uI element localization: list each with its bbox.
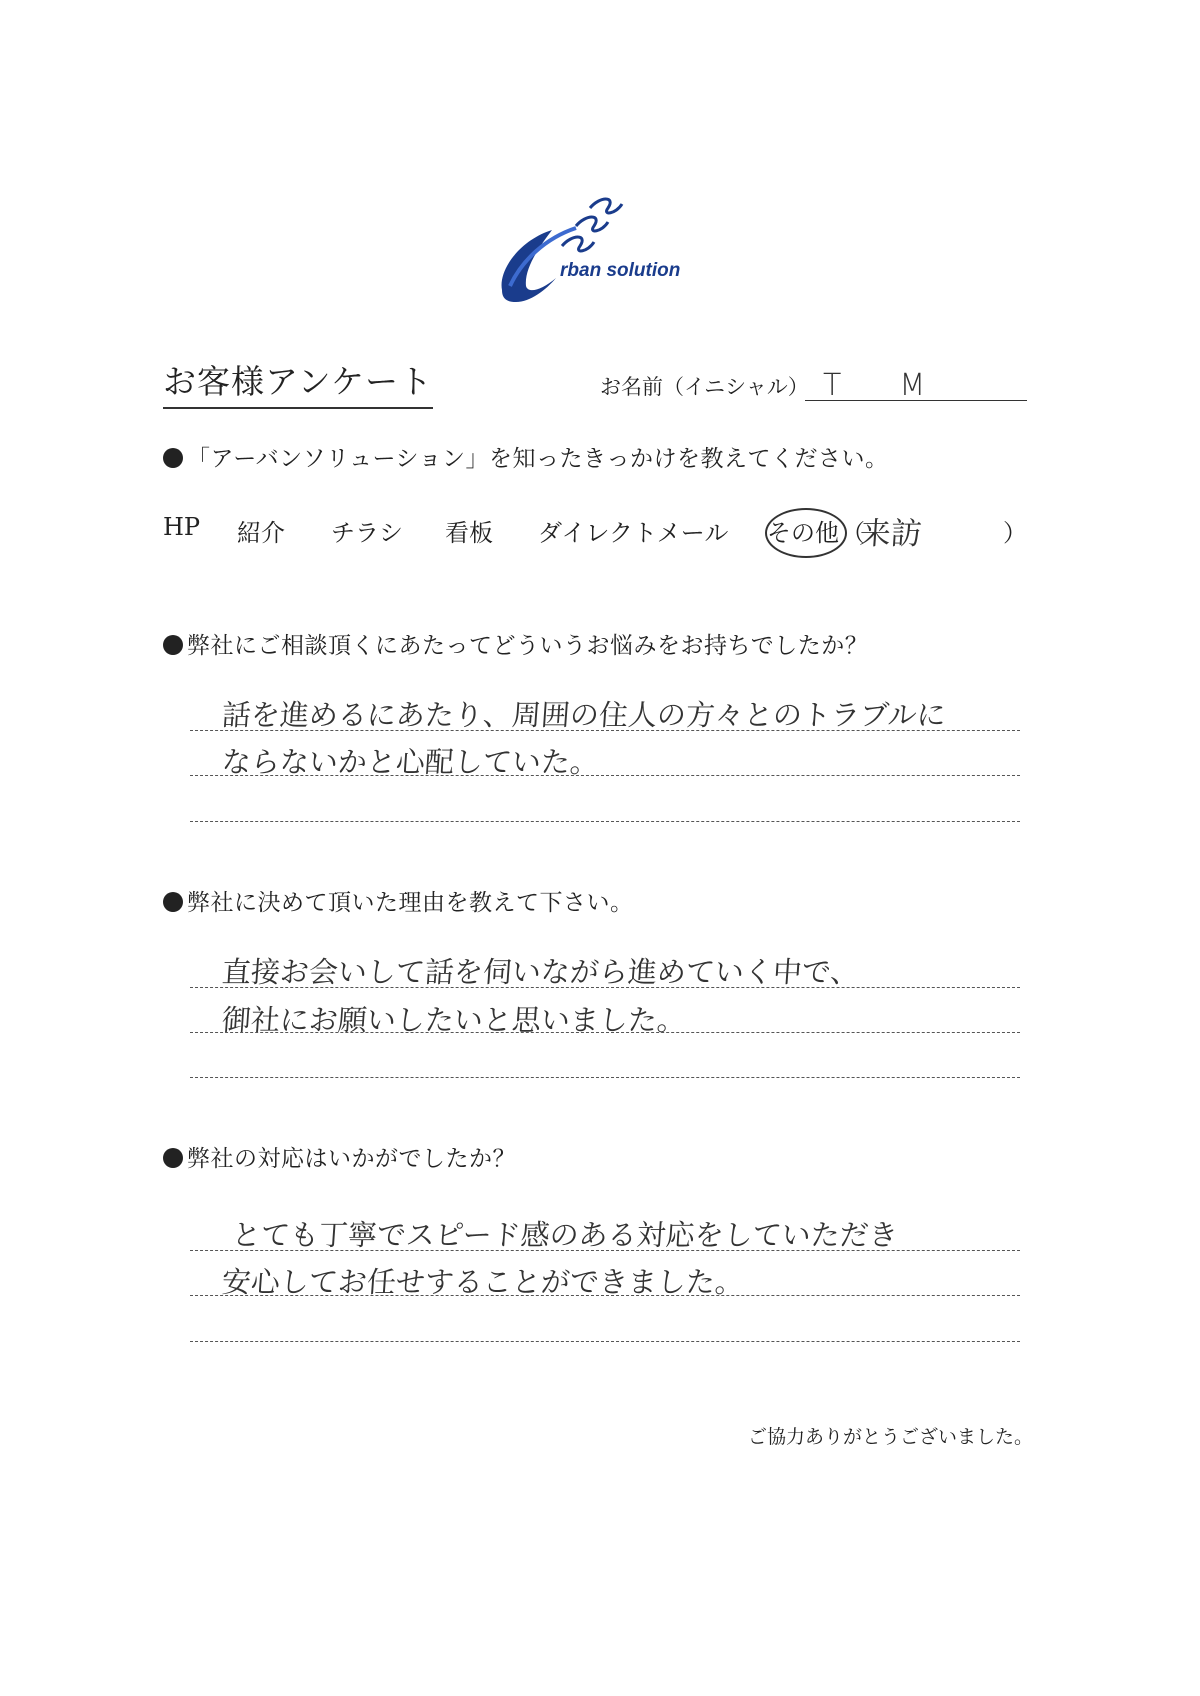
answer-rule [190, 821, 1020, 822]
option-direct-mail: ダイレクトメール [538, 519, 729, 547]
answer-4-line-1: とても丁寧でスピード感のある対応をしていただき [230, 1218, 899, 1252]
answer-4-line-2: 安心してお任せすることができました。 [220, 1265, 746, 1299]
answer-3-line-2: 御社にお願いしたいと思いました。 [220, 1003, 688, 1037]
answer-rule [190, 1077, 1020, 1078]
question-1-text: 「アーバンソリューション」を知ったきっかけを教えてください。 [187, 446, 889, 472]
question-2-text: 弊社にご相談頂くにあたってどういうお悩みをお持ちでしたか？ [187, 633, 869, 659]
question-4-text: 弊社の対応はいかがでしたか？ [187, 1146, 516, 1172]
option-hp: HP [163, 513, 201, 541]
other-answer: 来訪 [858, 516, 924, 552]
option-flyer: チラシ [331, 519, 403, 547]
question-1 [163, 440, 889, 473]
option-other: その他 [767, 519, 839, 547]
question-4 [163, 1140, 516, 1173]
logo-brand-text: rban solution [560, 260, 681, 281]
bullet-icon [163, 448, 183, 468]
answer-2-line-1: 話を進めるにあたり、周囲の住人の方々とのトラブルに [220, 698, 947, 732]
bullet-icon [163, 635, 183, 655]
answer-rule [190, 775, 1020, 776]
answer-rule [190, 1032, 1020, 1033]
name-value: T M [823, 368, 940, 403]
answer-3-line-1: 直接お会いして話を伺いながら進めていく中で、 [220, 955, 861, 989]
option-signboard: 看板 [445, 519, 493, 547]
urban-solution-logo-icon [480, 190, 720, 310]
question-3-text: 弊社に決めて頂いた理由を教えて下さい。 [187, 890, 634, 916]
company-logo [480, 190, 720, 310]
answer-rule [190, 987, 1020, 988]
answer-rule [190, 730, 1020, 731]
answer-rule [190, 1295, 1020, 1296]
option-other-paren-open: （ [841, 519, 865, 547]
thanks-message: ご協力ありがとうございました。 [748, 1426, 1034, 1448]
name-label: お名前（イニシャル） [600, 375, 809, 399]
answer-rule [190, 1341, 1020, 1342]
answer-rule [190, 1250, 1020, 1251]
bullet-icon [163, 892, 183, 912]
option-referral: 紹介 [237, 519, 285, 547]
answer-2-line-2: ならないかと心配していた。 [220, 745, 601, 779]
question-3 [163, 884, 634, 917]
page-title: お客様アンケート [163, 356, 433, 409]
bullet-icon [163, 1148, 183, 1168]
question-2 [163, 627, 868, 660]
option-other-paren-close: ） [1003, 519, 1027, 547]
selected-option-circle [765, 508, 847, 558]
